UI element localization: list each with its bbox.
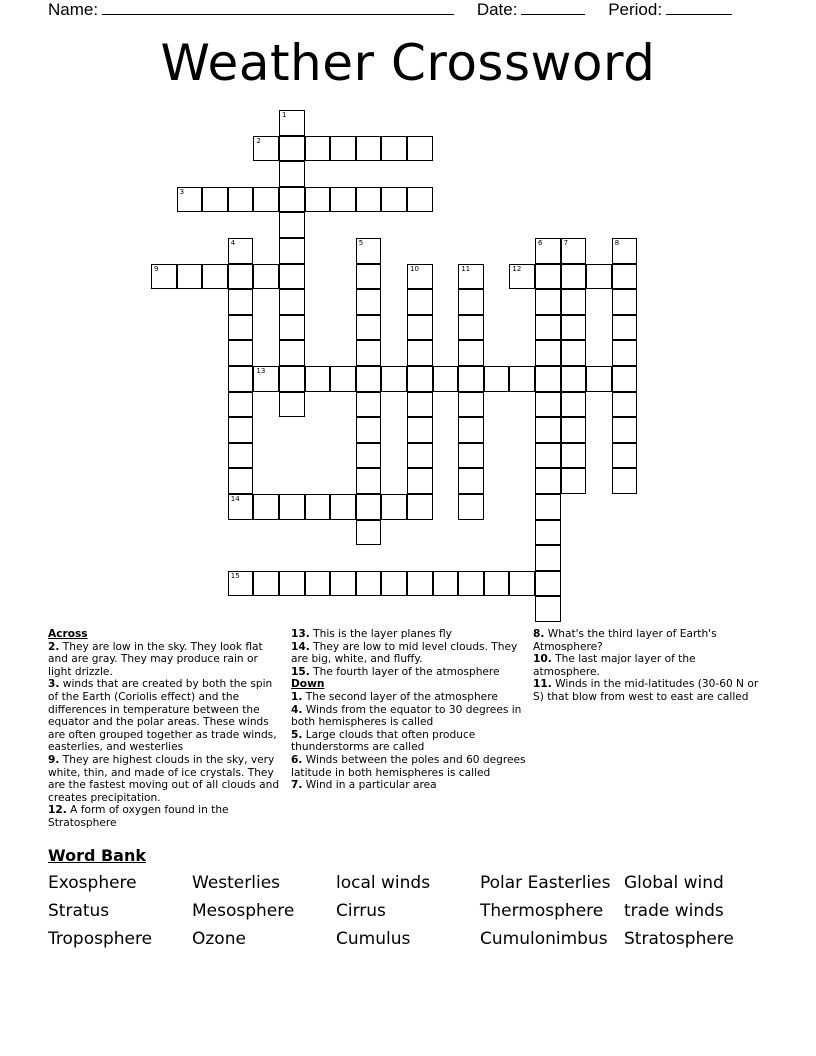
crossword-cell[interactable] [458, 289, 484, 315]
crossword-cell[interactable] [305, 571, 331, 597]
crossword-cell[interactable] [356, 315, 382, 341]
clue-item-text: winds that are created by both the spin of the Earth (Coriolis effect) and the differences in temperature between the equator and the polar areas. These winds are often grouped together as trade winds, easterlies, and westerlies [48, 678, 277, 754]
crossword-cell[interactable] [509, 264, 535, 290]
crossword-cell[interactable] [535, 468, 561, 494]
crossword-cell[interactable] [612, 392, 638, 418]
clue-item-text: Winds in the mid-latitudes (30-60 N or S) that blow from west to east are called [533, 678, 759, 703]
word-bank-item: Thermosphere [480, 901, 604, 921]
crossword-cell[interactable] [458, 264, 484, 290]
clue-item-text: What's the third layer of Earth's Atmosphere? [533, 628, 717, 653]
crossword-cell[interactable] [381, 136, 407, 162]
clue-item-text: A form of oxygen found in the Stratosphere [48, 804, 229, 829]
crossword-cell[interactable] [228, 443, 254, 469]
crossword-cell[interactable] [356, 571, 382, 597]
crossword-cell[interactable] [407, 494, 433, 520]
word-bank-item: Stratus [48, 901, 110, 921]
crossword-cell[interactable] [458, 315, 484, 341]
crossword-cell[interactable] [279, 494, 305, 520]
clue-item [48, 804, 284, 829]
crossword-cell[interactable] [279, 187, 305, 213]
crossword-cell[interactable] [356, 392, 382, 418]
crossword-cell[interactable] [279, 212, 305, 238]
clue-item [291, 666, 527, 679]
crossword-cell[interactable] [228, 494, 254, 520]
clue-item [291, 628, 527, 641]
clue-item [48, 754, 284, 804]
crossword-cell[interactable] [484, 571, 510, 597]
crossword-cell[interactable] [484, 366, 510, 392]
crossword-cell[interactable] [356, 238, 382, 264]
crossword-cell[interactable] [279, 161, 305, 187]
word-bank-title: Word Bank [48, 846, 147, 865]
crossword-cell[interactable] [356, 520, 382, 546]
crossword-cell[interactable] [535, 264, 561, 290]
crossword-cell[interactable] [535, 392, 561, 418]
crossword-cell[interactable] [279, 110, 305, 136]
crossword-cell[interactable] [407, 340, 433, 366]
crossword-cell[interactable] [561, 264, 587, 290]
crossword-cell[interactable] [407, 289, 433, 315]
word-bank-item: trade winds [624, 901, 724, 921]
word-bank-item: Cirrus [336, 901, 386, 921]
clue-number: 14 [230, 495, 240, 503]
crossword-cell[interactable] [612, 315, 638, 341]
word-bank-item: local winds [336, 873, 431, 893]
crossword-cell[interactable] [535, 366, 561, 392]
crossword-cell[interactable] [561, 289, 587, 315]
crossword-cell[interactable] [535, 520, 561, 546]
crossword-cell[interactable] [202, 264, 228, 290]
crossword-cell[interactable] [381, 494, 407, 520]
down-heading: Down [291, 678, 325, 691]
crossword-cell[interactable] [612, 468, 638, 494]
clue-item-number: 4. [291, 703, 303, 716]
crossword-cell[interactable] [279, 264, 305, 290]
clues-column-1 [48, 628, 284, 830]
clue-item-number: 8. [533, 628, 545, 640]
crossword-cell[interactable] [535, 443, 561, 469]
crossword-cell[interactable] [330, 494, 356, 520]
crossword-cell[interactable] [509, 571, 535, 597]
crossword-cell[interactable] [586, 264, 612, 290]
crossword-cell[interactable] [253, 187, 279, 213]
crossword-cell[interactable] [612, 443, 638, 469]
crossword-cell[interactable] [535, 596, 561, 622]
crossword-cell[interactable] [535, 289, 561, 315]
page-title: Weather Crossword [160, 34, 656, 92]
crossword-cell[interactable] [228, 340, 254, 366]
clue-item-text: Winds between the poles and 60 degrees latitude in both hemispheres is called [291, 753, 526, 779]
crossword-cell[interactable] [330, 187, 356, 213]
crossword-cell[interactable] [458, 366, 484, 392]
crossword-cell[interactable] [279, 315, 305, 341]
clue-number: 11 [461, 264, 471, 273]
crossword-cell[interactable] [202, 187, 228, 213]
clue-item [291, 641, 527, 666]
crossword-cell[interactable] [407, 187, 433, 213]
clue-item [533, 653, 765, 678]
crossword-cell[interactable] [535, 238, 561, 264]
crossword-cell[interactable] [330, 136, 356, 162]
crossword-cell[interactable] [561, 417, 587, 443]
crossword-cell[interactable] [381, 187, 407, 213]
word-bank-item: Cumulonimbus [480, 929, 608, 949]
crossword-cell[interactable] [279, 289, 305, 315]
clue-number: 5 [358, 239, 364, 247]
clue-item-number: 6. [291, 753, 303, 766]
word-bank-item: Exosphere [48, 873, 137, 893]
crossword-cell[interactable] [228, 238, 254, 264]
clue-item [291, 754, 527, 779]
crossword-cell[interactable] [458, 340, 484, 366]
crossword-cell[interactable] [356, 264, 382, 290]
clue-number: 2 [256, 136, 261, 145]
clue-number: 1 [282, 111, 287, 119]
crossword-cell[interactable] [612, 238, 638, 264]
crossword-cell[interactable] [228, 366, 254, 392]
crossword-cell[interactable] [228, 417, 254, 443]
crossword-cell[interactable] [279, 238, 305, 264]
clue-item [291, 779, 527, 792]
crossword-cell[interactable] [305, 187, 331, 213]
crossword-cell[interactable] [458, 494, 484, 520]
crossword-cell[interactable] [253, 264, 279, 290]
crossword-cell[interactable] [381, 571, 407, 597]
crossword-cell[interactable] [561, 238, 587, 264]
clue-item [533, 678, 765, 703]
clue-item-number: 11. [533, 678, 552, 691]
crossword-cell[interactable] [279, 366, 305, 392]
crossword-cell[interactable] [407, 417, 433, 443]
clue-number: 13 [256, 367, 266, 375]
crossword-cell[interactable] [535, 545, 561, 571]
crossword-cell[interactable] [228, 392, 254, 418]
crossword-cell[interactable] [407, 392, 433, 418]
crossword-cell[interactable] [586, 366, 612, 392]
crossword-cell[interactable] [356, 443, 382, 469]
clue-item-number: 3. [48, 678, 60, 691]
clues-column-2 [291, 628, 527, 792]
clue-item-text: Winds from the equator to 30 degrees in both hemispheres is called [291, 703, 522, 729]
crossword-cell[interactable] [458, 571, 484, 597]
crossword-cell[interactable] [381, 366, 407, 392]
crossword-cell[interactable] [356, 366, 382, 392]
clue-item-number: 13. [291, 628, 310, 640]
crossword-cell[interactable] [458, 392, 484, 418]
clue-item-number: 15. [291, 665, 310, 678]
crossword-cell[interactable] [535, 340, 561, 366]
crossword-cell[interactable] [253, 571, 279, 597]
crossword-cell[interactable] [458, 443, 484, 469]
word-bank-item: Polar Easterlies [480, 873, 611, 893]
clue-item-number: 2. [48, 640, 60, 653]
period-label: Period: [608, 0, 663, 19]
crossword-cell[interactable] [407, 264, 433, 290]
name-label: Name: [48, 0, 99, 19]
crossword-cell[interactable] [305, 136, 331, 162]
crossword-cell[interactable] [253, 494, 279, 520]
crossword-cell[interactable] [407, 136, 433, 162]
crossword-cell[interactable] [612, 366, 638, 392]
crossword-cell[interactable] [407, 571, 433, 597]
clue-item [291, 729, 527, 754]
crossword-cell[interactable] [535, 315, 561, 341]
word-bank-item: Ozone [192, 929, 246, 949]
clue-item [533, 628, 765, 653]
crossword-cell[interactable] [561, 468, 587, 494]
word-bank-item: Mesosphere [192, 901, 295, 921]
clue-number: 3 [179, 187, 185, 196]
clue-item-number: 14. [291, 640, 310, 653]
crossword-cell[interactable] [228, 468, 254, 494]
crossword-cell[interactable] [433, 366, 459, 392]
crossword-cell[interactable] [228, 289, 254, 315]
crossword-cell[interactable] [356, 494, 382, 520]
crossword-cell[interactable] [330, 571, 356, 597]
clue-number: 15 [230, 571, 240, 580]
crossword-cell[interactable] [535, 571, 561, 597]
clue-item-text: The second layer of the atmosphere [302, 690, 498, 703]
crossword-cell[interactable] [561, 340, 587, 366]
crossword-cell[interactable] [356, 468, 382, 494]
clue-number: 7 [563, 239, 569, 247]
word-bank [48, 872, 768, 950]
crossword-cell[interactable] [509, 366, 535, 392]
clue-item-text: The fourth layer of the atmosphere [309, 665, 500, 678]
crossword-cell[interactable] [151, 264, 177, 290]
clue-item-number: 5. [291, 728, 303, 741]
crossword-cell[interactable] [279, 340, 305, 366]
crossword-cell[interactable] [356, 289, 382, 315]
clues-column-3 [533, 628, 765, 704]
clue-item-number: 12. [48, 804, 67, 817]
crossword-cell[interactable] [561, 366, 587, 392]
crossword-cell[interactable] [253, 366, 279, 392]
crossword-cell[interactable] [433, 571, 459, 597]
clue-item-text: Large clouds that often produce thunderstorms are called [291, 728, 476, 754]
clue-number: 8 [614, 239, 620, 247]
crossword-cell[interactable] [356, 417, 382, 443]
crossword-cell[interactable] [612, 264, 638, 290]
clue-item-text: Wind in a particular area [302, 779, 437, 792]
clue-number: 10 [410, 264, 419, 273]
word-bank-item: Global wind [624, 873, 724, 893]
clue-item-number: 9. [48, 753, 60, 766]
crossword-cell[interactable] [228, 315, 254, 341]
word-bank-item: Cumulus [336, 929, 411, 949]
crossword-cell[interactable] [253, 136, 279, 162]
crossword-cell[interactable] [356, 187, 382, 213]
crossword-cell[interactable] [279, 571, 305, 597]
crossword-cell[interactable] [356, 340, 382, 366]
crossword-cell[interactable] [305, 494, 331, 520]
crossword-cell[interactable] [177, 264, 203, 290]
crossword-cell[interactable] [228, 187, 254, 213]
crossword-cell[interactable] [228, 571, 254, 597]
across-heading: Across [48, 628, 88, 640]
crossword-cell[interactable] [561, 443, 587, 469]
clue-item-number: 10. [533, 653, 552, 666]
word-bank-item: Troposphere [48, 929, 153, 949]
clue-item [291, 691, 527, 704]
crossword-cell[interactable] [458, 468, 484, 494]
clue-item-number: 1. [291, 690, 303, 703]
clue-item [48, 641, 284, 679]
crossword-cell[interactable] [279, 136, 305, 162]
clue-number: 9 [154, 264, 159, 273]
crossword-cell[interactable] [458, 417, 484, 443]
crossword-cell[interactable] [407, 366, 433, 392]
crossword-cell[interactable] [305, 366, 331, 392]
clue-item [291, 704, 527, 729]
clue-number: 12 [512, 264, 522, 273]
word-bank-item: Westerlies [192, 873, 281, 893]
crossword-cell[interactable] [612, 289, 638, 315]
crossword-cell[interactable] [228, 264, 254, 290]
crossword-cell[interactable] [407, 443, 433, 469]
crossword-cell[interactable] [561, 392, 587, 418]
crossword-cell[interactable] [535, 494, 561, 520]
clue-item-text: This is the layer planes fly [309, 628, 452, 640]
crossword-cell[interactable] [612, 417, 638, 443]
crossword-cell[interactable] [407, 315, 433, 341]
clue-number: 4 [230, 239, 236, 247]
date-label: Date: [476, 0, 518, 19]
crossword-cell[interactable] [561, 315, 587, 341]
crossword-cell[interactable] [330, 366, 356, 392]
crossword-cell[interactable] [535, 417, 561, 443]
clue-number: 6 [538, 239, 543, 247]
clue-item-number: 7. [291, 779, 303, 792]
crossword-cell[interactable] [612, 340, 638, 366]
crossword-cell[interactable] [356, 136, 382, 162]
word-bank-item: Stratosphere [624, 929, 734, 949]
clue-item-text: They are low in the sky. They look flat and are gray. They may produce rain or light drizzle. [48, 640, 263, 678]
crossword-cell[interactable] [279, 392, 305, 418]
clue-item [48, 678, 284, 754]
clue-item-text: The last major layer of the atmosphere. [533, 653, 696, 678]
clue-item-text: They are low to mid level clouds. They are big, white, and fluffy. [291, 640, 518, 666]
crossword-cell[interactable] [407, 468, 433, 494]
clue-item-text: They are highest clouds in the sky, very white, thin, and made of ice crystals. They are the fastest moving out of all clouds and creates precipitation. [48, 753, 280, 804]
crossword-cell[interactable] [177, 187, 203, 213]
